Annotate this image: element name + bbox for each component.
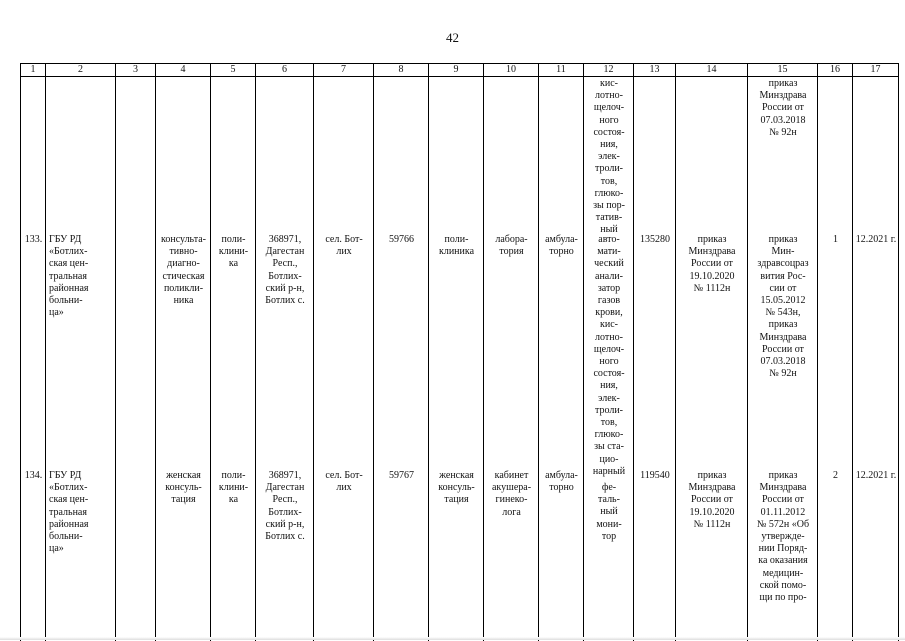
column-divider — [115, 77, 116, 641]
order-reference: приказ Минздрава России от 19.10.2020 № 1112н — [688, 234, 736, 294]
address: 368971, Дагестан Респ., Ботлих- ский р-н, Ботлих с. — [265, 470, 305, 543]
column-header: 1 — [21, 64, 46, 76]
column-divider — [255, 77, 256, 641]
equipment-code: 135280 — [640, 234, 670, 245]
unit-name: поли- клиника — [438, 234, 475, 258]
column-divider — [45, 77, 46, 641]
facility-type: поли- клини- ка — [218, 470, 249, 506]
column-header: 4 — [156, 64, 211, 76]
column-divider — [483, 77, 484, 641]
column-header: 14 — [676, 64, 748, 76]
column-header: 15 — [748, 64, 818, 76]
column-header: 2 — [46, 64, 116, 76]
row-number: 134. — [24, 470, 43, 481]
column-divider — [852, 77, 853, 641]
column-header: 10 — [484, 64, 539, 76]
room-name: лабора- тория — [495, 234, 528, 258]
address: 368971, Дагестан Респ., Ботлих- ский р-н, Ботлих с. — [265, 234, 305, 307]
division-name: женская консуль- тация — [165, 470, 202, 506]
care-conditions: амбула- торно — [545, 234, 578, 258]
column-divider — [373, 77, 374, 641]
column-header: 5 — [211, 64, 256, 76]
row-number: 133. — [24, 234, 43, 245]
column-divider — [675, 77, 676, 641]
equipment-name: фе- таль- ный мони- тор — [596, 482, 622, 542]
settlement: сел. Бот- лих — [325, 470, 363, 494]
division-name: консульта- тивно- диагно- стическая поликли- ника — [161, 234, 206, 307]
column-header: 9 — [429, 64, 484, 76]
column-divider — [428, 77, 429, 641]
column-divider — [313, 77, 314, 641]
column-header: 8 — [374, 64, 429, 76]
continuation-standard-text: приказ Минздрава России от 07.03.2018 № 92н — [759, 78, 807, 138]
equipment-table — [20, 63, 899, 641]
column-header: 13 — [634, 64, 676, 76]
column-header: 16 — [818, 64, 853, 76]
date: 12.2021 г. — [855, 470, 897, 481]
column-header: 3 — [116, 64, 156, 76]
column-header: 11 — [539, 64, 584, 76]
standard-reference: приказ Минздрава России от 01.11.2012 № 572н «Об утвержде- нии Поряд- ка оказания медицин- ской помо- щи по про- — [756, 470, 810, 604]
column-divider — [155, 77, 156, 641]
column-header: 12 — [584, 64, 634, 76]
organization-name: ГБУ РД «Ботлих- ская цен- тральная районная больни- ца» — [49, 234, 89, 319]
continuation-equipment-text: кис- лотно- щелоч- ного состоя- ния, элек- троли- тов, глюко- зы пор- татив- ный — [593, 78, 625, 236]
facility-type: поли- клини- ка — [218, 234, 249, 270]
column-header: 17 — [853, 64, 899, 76]
code: 59767 — [389, 470, 414, 481]
column-divider — [538, 77, 539, 641]
care-conditions: амбула- торно — [545, 470, 578, 494]
column-divider — [898, 77, 899, 641]
standard-reference: приказ Мин- здравсоцраз вития Рос- сии от 15.05.2012 № 543н, приказ Минздрава России от 07.03.2018 № 92н — [757, 234, 809, 380]
settlement: сел. Бот- лих — [325, 234, 363, 258]
column-header: 6 — [256, 64, 314, 76]
code: 59766 — [389, 234, 414, 245]
page-number: 42 — [446, 30, 459, 45]
date: 12.2021 г. — [855, 234, 897, 245]
organization-name: ГБУ РД «Ботлих- ская цен- тральная районная больни- ца» — [49, 470, 89, 555]
table-header-row — [21, 64, 899, 77]
unit-name: женская консуль- тация — [438, 470, 475, 506]
quantity: 1 — [833, 234, 838, 245]
quantity: 2 — [833, 470, 838, 481]
equipment-code: 119540 — [640, 470, 670, 481]
column-divider — [210, 77, 211, 641]
equipment-name: авто- мати- ческий анали- затор газов крови, кис- лотно- щелоч- ного состоя- ния, элек- троли- тов, глюко- зы ста- цио- нарный — [592, 234, 626, 477]
column-header: 7 — [314, 64, 374, 76]
room-name: кабинет акушера- гинеко- лога — [491, 470, 532, 518]
order-reference: приказ Минздрава России от 19.10.2020 № 1112н — [688, 470, 736, 530]
